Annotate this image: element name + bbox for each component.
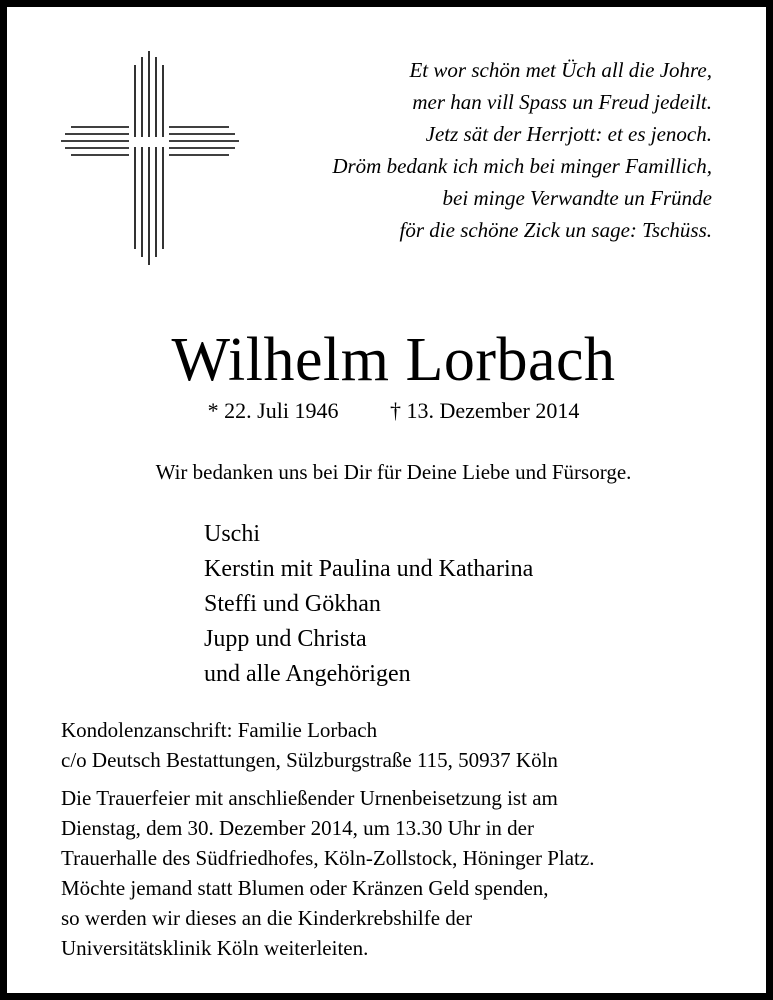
ceremony-line: so werden wir dieses an die Kinderkrebshilfe der: [61, 906, 473, 930]
life-dates: [7, 396, 773, 426]
poem-line: mer han vill Spass un Freud jedeilt.: [412, 90, 712, 114]
poem-line: för die schöne Zick un sage: Tschüss.: [399, 218, 712, 242]
poem-line: Et wor schön met Üch all die Johre,: [409, 58, 712, 82]
ceremony-notice: [61, 783, 594, 963]
family-member: Jupp und Christa: [204, 626, 367, 652]
family-member: Steffi und Gökhan: [204, 591, 381, 617]
ceremony-line: Möchte jemand statt Blumen oder Kränzen Geld spenden,: [61, 876, 549, 900]
poem-line: Jetz sät der Herrjott: et es jenoch.: [425, 122, 712, 146]
cross-icon: [61, 51, 239, 267]
ceremony-line: Trauerhalle des Südfriedhofes, Köln-Zollstock, Höninger Platz.: [61, 846, 595, 870]
address-line: c/o Deutsch Bestattungen, Sülzburgstraße 115, 50937 Köln: [61, 748, 558, 772]
ceremony-line: Die Trauerfeier mit anschließender Urnenbeisetzung ist am: [61, 786, 558, 810]
family-member: Kerstin mit Paulina und Katharina: [204, 556, 534, 582]
address-line: Kondolenzanschrift: Familie Lorbach: [61, 718, 378, 742]
birth-symbol: *: [207, 398, 219, 423]
death-symbol: †: [389, 398, 401, 423]
family-member: Uschi: [204, 521, 260, 547]
poem: [332, 54, 712, 246]
poem-line: Dröm bedank ich mich bei minger Famillich,: [332, 154, 712, 178]
poem-line: bei minge Verwandte un Fründe: [442, 186, 712, 210]
family-list: [204, 517, 533, 692]
ceremony-line: Dienstag, dem 30. Dezember 2014, um 13.30 Uhr in der: [61, 816, 534, 840]
family-member: und alle Angehörigen: [204, 661, 411, 687]
deceased-name: Wilhelm Lorbach: [171, 326, 616, 394]
ceremony-line: Universitätsklinik Köln weiterleiten.: [61, 936, 369, 960]
death-date: 13. Dezember 2014: [406, 398, 580, 423]
birth-date: 22. Juli 1946: [224, 398, 339, 423]
condolence-address: [61, 715, 558, 775]
thanks-line: Wir bedanken uns bei Dir für Deine Liebe und Fürsorge.: [155, 460, 632, 484]
